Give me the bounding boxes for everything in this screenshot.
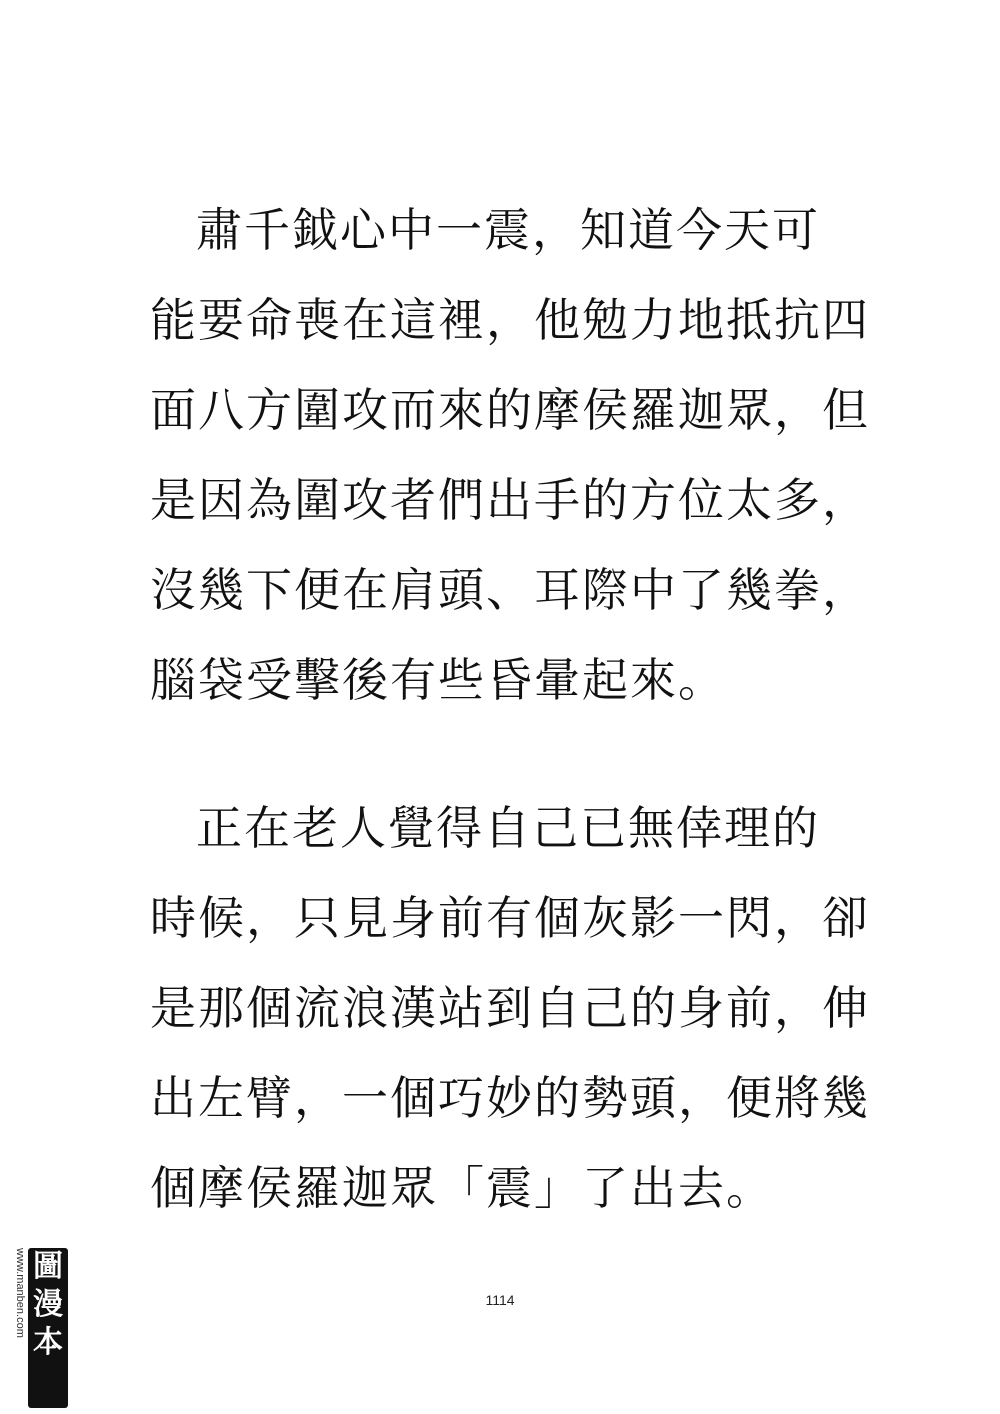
text-line: 面八方圍攻而來的摩侯羅迦眾，但 [150, 383, 870, 437]
watermark-logo [28, 1248, 68, 1408]
watermark-logo-char: 漫 [33, 1287, 63, 1322]
text-line: 腦袋受擊後有些昏暈起來。 [150, 653, 726, 707]
text-line: 出左臂，一個巧妙的勢頭，便將幾 [150, 1071, 870, 1125]
page-number: 1114 [485, 1292, 515, 1308]
text-line: 是那個流浪漢站到自己的身前，伸 [150, 981, 870, 1035]
watermark [6, 1248, 70, 1408]
watermark-url-text: www.manben.com [14, 1248, 26, 1338]
text-line: 能要命喪在這裡，他勉力地抵抗四 [150, 293, 870, 347]
paragraph-2 [150, 783, 870, 1233]
text-line: 個摩侯羅迦眾「震」了出去。 [150, 1161, 774, 1215]
text-line: 沒幾下便在肩頭、耳際中了幾拳， [150, 563, 870, 617]
watermark-logo-char: 圖 [33, 1249, 63, 1284]
text-line: 正在老人覺得自己已無倖理的 [196, 801, 820, 855]
paragraph-1 [150, 185, 870, 725]
watermark-url [12, 1248, 26, 1408]
text-line: 時候，只見身前有個灰影一閃，卻 [150, 891, 870, 945]
text-line: 是因為圍攻者們出手的方位太多， [150, 473, 870, 527]
watermark-logo-char: 本 [33, 1325, 63, 1360]
text-line: 肅千鉞心中一震，知道今天可 [196, 203, 820, 257]
